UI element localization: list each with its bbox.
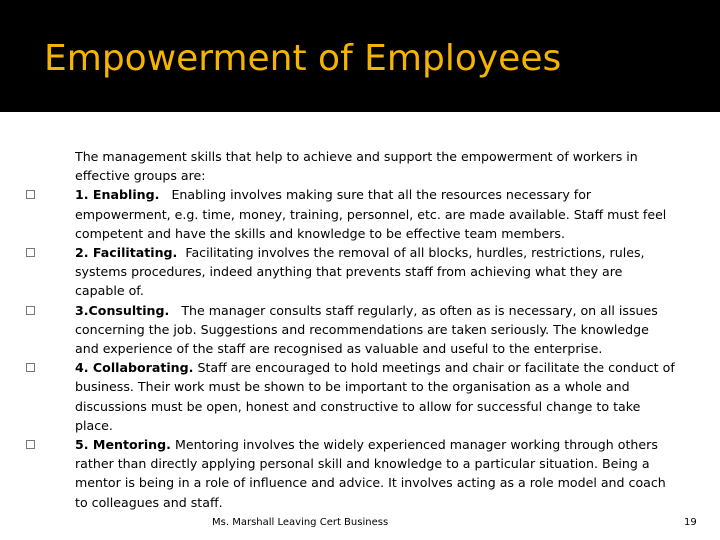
item-text: Enabling involves making sure that all the resources necessary for empowerment, e.g. time, money, training, personnel, etc. are made available. Staff must feel competent and have the skills and knowledge to be effective team members. [75, 187, 667, 241]
item-heading: 3.Consulting. [75, 302, 170, 318]
bullet-icon [26, 363, 35, 372]
title-bar [0, 0, 720, 112]
bullet-icon [26, 440, 35, 449]
page-number: 19 [684, 517, 697, 528]
list-item [0, 301, 675, 359]
item-heading: 4. Collaborating. [75, 360, 194, 376]
item-text: The manager consults staff regularly, as often as is necessary, on all issues concerning the job. Suggestions and recommendations are taken seriously. The knowledge and experience of the staff are recognised as valuable and useful to the enterprise. [75, 302, 658, 357]
item-text: Facilitating involves the removal of all blocks, hurdles, restrictions, rules, systems procedures, indeed anything that prevents staff from achieving what they are capable of. [75, 245, 645, 299]
list-item [0, 243, 675, 301]
item-heading: 2. Facilitating. [75, 245, 178, 261]
list-item [0, 435, 675, 512]
slide-content [0, 147, 720, 512]
item-heading: 1. Enabling. [75, 187, 160, 203]
item-text: Staff are encouraged to hold meetings and chair or facilitate the conduct of business. Their work must be shown to be important to the organisation as a whole and discussions must be open, honest and constructive to allow for successful change to take place. [75, 360, 675, 433]
bullet-icon [26, 190, 35, 199]
list-item [0, 185, 675, 243]
item-heading: 5. Mentoring. [75, 437, 171, 453]
bullet-icon [26, 248, 35, 257]
intro-text: The management skills that help to achieve and support the empowerment of workers in effective groups are: [75, 149, 638, 184]
item-text: Mentoring involves the widely experienced manager working through others rather than directly applying personal skill and knowledge to a particular situation. Being a mentor is being in a role of influence and advice. It involves acting as a role model and coach to colleagues and staff. [75, 437, 666, 510]
list-item [0, 358, 675, 435]
slide-title: Empowerment of Employees [44, 38, 562, 79]
slide-footer: Ms. Marshall Leaving Cert Business [212, 517, 389, 528]
bullet-icon [26, 306, 35, 315]
intro-paragraph [0, 147, 675, 185]
